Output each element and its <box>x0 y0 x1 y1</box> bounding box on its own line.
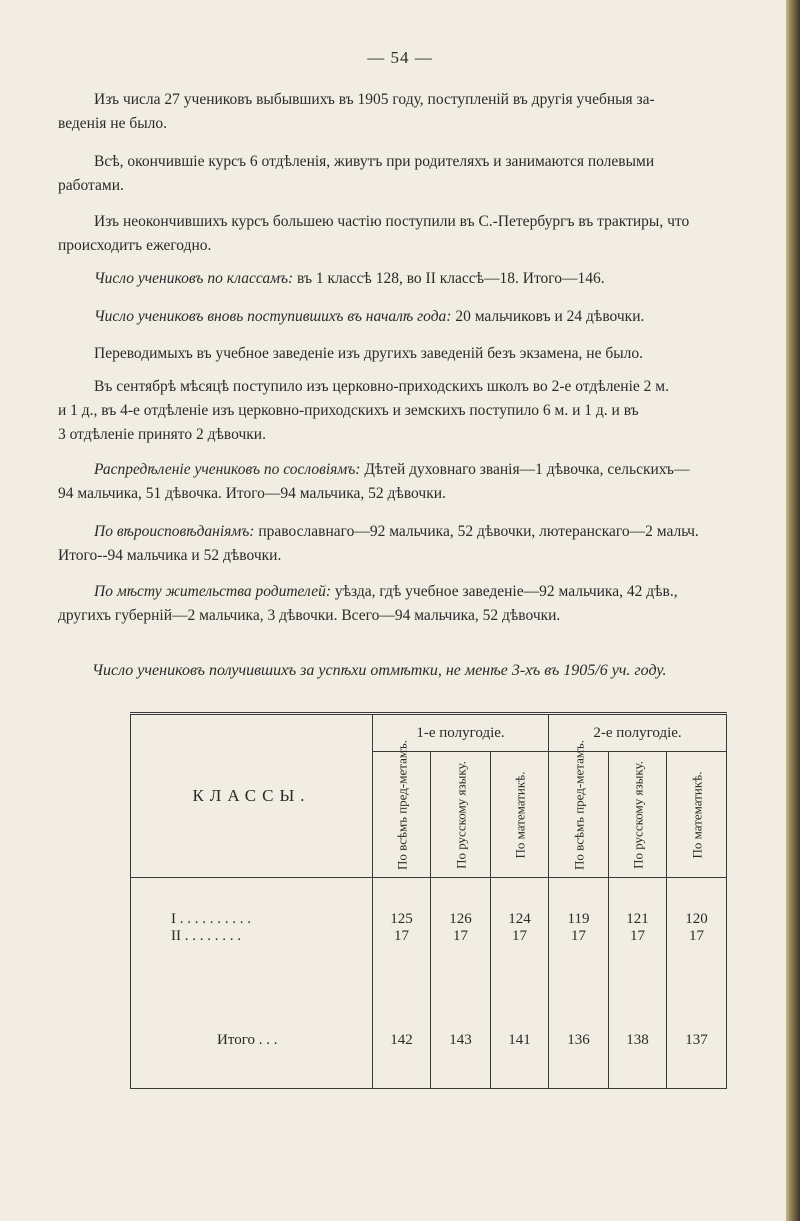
paragraph-transfers <box>58 342 768 366</box>
paragraph-september <box>58 375 768 447</box>
paragraph-estates <box>58 458 768 506</box>
subcol-label: По русскому языку. <box>630 760 646 869</box>
table-row <box>131 878 727 929</box>
paragraph-line: и 1 д., въ 4-е отдѣленіе изъ церковно-приходскихъ и земскихъ поступило 6 м. и 1 д. и въ <box>58 402 639 419</box>
paragraph-line: происходитъ ежегодно. <box>58 237 212 254</box>
row-label: Итого . . . <box>131 992 373 1089</box>
table-cell: 124 <box>491 878 549 929</box>
subcol-header <box>491 752 549 878</box>
paragraph-label: Число учениковъ вновь поступившихъ въ началѣ года: <box>94 308 452 325</box>
table-cell: 119 <box>549 878 609 929</box>
table-cell: 137 <box>667 992 727 1089</box>
page-edge-shadow <box>786 0 800 1221</box>
paragraph-line <box>58 580 768 604</box>
row-label: II . . . . . . . . <box>131 928 373 992</box>
paragraph-text: уѣзда, гдѣ учебное заведеніе—92 мальчика, 42 дѣв., <box>331 583 678 600</box>
paragraph-line <box>58 520 768 544</box>
page-number: — 54 — <box>367 48 433 67</box>
table-row <box>131 928 727 992</box>
table-cell: 138 <box>609 992 667 1089</box>
subcol-header <box>549 739 609 878</box>
classes-header: КЛАССЫ. <box>131 714 373 878</box>
table-cell: 126 <box>431 878 491 929</box>
paragraph-line <box>58 267 768 291</box>
subcol-header <box>431 752 491 878</box>
subcol-label: По всѣмъ пред-метамъ. <box>571 739 587 870</box>
subcol-header <box>667 752 727 878</box>
paragraph-graduates <box>58 88 768 136</box>
subcol-header <box>609 752 667 878</box>
paragraph-line: Въ сентябрѣ мѣсяцѣ поступило изъ церковно-приходскихъ школъ во 2-е отдѣленіе 2 м. <box>94 378 669 395</box>
row-label: I . . . . . . . . . . <box>131 878 373 929</box>
table-cell: 136 <box>549 992 609 1089</box>
paragraph-line: работами. <box>58 177 124 194</box>
table-cell: 141 <box>491 992 549 1089</box>
table-cell: 17 <box>667 928 727 992</box>
paragraph-line: Изъ неокончившихъ курсъ большею частію поступили въ С.-Петербургъ въ трактиры, что <box>94 213 690 230</box>
table-cell: 142 <box>373 992 431 1089</box>
paragraph-line <box>58 305 768 329</box>
grades-table <box>130 712 727 1089</box>
paragraph-text: 20 мальчиковъ и 24 дѣвочки. <box>451 308 645 325</box>
term1-header: 1-е полугодіе. <box>373 714 549 752</box>
table-cell: 120 <box>667 878 727 929</box>
table-cell: 17 <box>373 928 431 992</box>
subcol-header <box>373 739 431 878</box>
paragraph-line: веденія не было. <box>58 115 167 132</box>
paragraph-text: Дѣтей духовнаго званія—1 дѣвочка, сельскихъ— <box>360 461 690 478</box>
paragraph-label: По вѣроисповѣданіямъ: <box>94 523 255 540</box>
table-cell: 17 <box>549 928 609 992</box>
paragraph-religion <box>58 520 768 568</box>
table-cell: 121 <box>609 878 667 929</box>
table-caption: Число учениковъ получившихъ за успѣхи отмѣтки, не менѣе 3-хъ въ 1905/6 уч. году. <box>92 662 667 679</box>
paragraph-text: въ 1 классѣ 128, во II классѣ—18. Итого—146. <box>293 270 605 287</box>
subcol-label: По русскому языку. <box>453 760 468 869</box>
paragraph-text: православнаго—92 мальчика, 52 дѣвочки, лютеранскаго—2 мальч. <box>254 523 699 540</box>
paragraph-finished <box>58 150 768 198</box>
paragraph-label: Распредѣленіе учениковъ по сословіямъ: <box>94 461 361 478</box>
paragraph-line: другихъ губерній—2 мальчика, 3 дѣвочки. Всего—94 мальчика, 52 дѣвочки. <box>58 607 561 624</box>
subcol-label: По математикѣ. <box>512 771 528 858</box>
paragraph-residence <box>58 580 768 628</box>
paragraph-label: По мѣсту жительства родителей: <box>94 583 331 600</box>
paragraph-line: Всѣ, окончившіе курсъ 6 отдѣленія, живутъ при родителяхъ и занимаются полевыми <box>94 153 655 170</box>
paragraph-unfinished <box>58 210 768 258</box>
paragraph-line: 94 мальчика, 51 дѣвочка. Итого—94 мальчика, 52 дѣвочки. <box>58 485 446 502</box>
subcol-label: По всѣмъ пред-метамъ. <box>394 739 409 870</box>
paragraph-label: Число учениковъ по классамъ: <box>94 270 294 287</box>
table-cell: 125 <box>373 878 431 929</box>
table-cell: 143 <box>431 992 491 1089</box>
table-cell: 17 <box>491 928 549 992</box>
table-cell: 17 <box>609 928 667 992</box>
paragraph-line <box>58 458 768 482</box>
term2-header: 2-е полугодіе. <box>549 714 727 752</box>
subcol-label: По математикѣ. <box>689 771 705 858</box>
table-cell: 17 <box>431 928 491 992</box>
paragraph-by-class <box>58 267 768 291</box>
paragraph-line: Переводимыхъ въ учебное заведеніе изъ другихъ заведеній безъ экзамена, не было. <box>94 345 643 362</box>
table-row-total <box>131 992 727 1089</box>
paragraph-line: Итого--94 мальчика и 52 дѣвочки. <box>58 547 282 564</box>
paragraph-line: Изъ числа 27 учениковъ выбывшихъ въ 1905 году, поступленій въ другія учебныя за- <box>94 91 655 108</box>
paragraph-new-students <box>58 305 768 329</box>
paragraph-line: 3 отдѣленіе принято 2 дѣвочки. <box>58 426 266 443</box>
